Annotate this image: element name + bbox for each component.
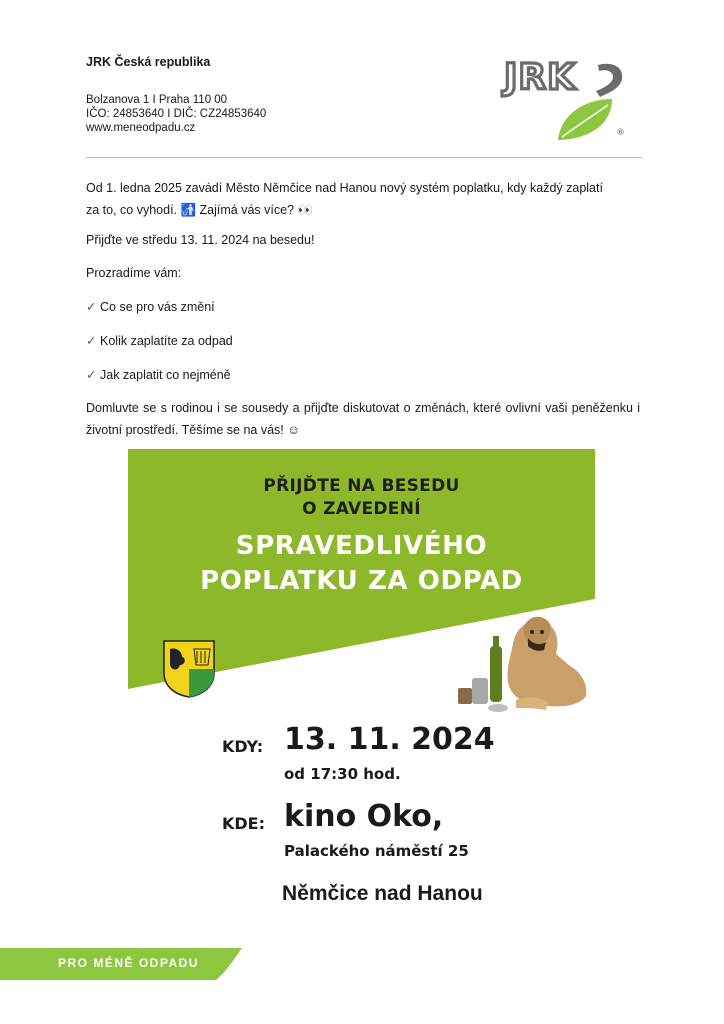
- banner-headline: POPLATKU ZA ODPAD: [200, 566, 523, 596]
- dog-with-waste-illustration: [458, 604, 595, 727]
- bullet-item: [86, 364, 640, 386]
- banner-line: O ZAVEDENÍ: [302, 499, 421, 519]
- logo-text: JRK: [504, 57, 577, 98]
- event-date: 13. 11. 2024: [284, 722, 495, 757]
- bullet-item: [86, 330, 640, 352]
- event-street: Palackého náměstí 25: [284, 842, 469, 860]
- footer-slogan: PRO MÉNĚ ODPADU: [58, 956, 199, 970]
- bullet-item: [86, 296, 640, 318]
- registration-line: IČO: 24853640 I DIČ: CZ24853640: [86, 108, 267, 120]
- event-venue: kino Oko,: [284, 799, 444, 834]
- check-icon: ✓: [86, 300, 97, 314]
- when-label: KDY:: [222, 737, 264, 756]
- event-banner: [128, 449, 595, 727]
- closing-paragraph: Domluvte se s rodinou i se sousedy a přijďte diskutovat o změnách, které ovlivní vaši peněženku i životní prostředí. Těšíme se na vás! ☺: [86, 401, 640, 437]
- jrk-logo: [500, 55, 635, 145]
- coat-of-arms-icon: [162, 639, 216, 699]
- website-line: www.meneodpadu.cz: [86, 122, 196, 134]
- bullet-label: Kolik zaplatíte za odpad: [100, 334, 233, 348]
- intro-line: za to, co vyhodí. 🚮 Zajímá vás více? 👀: [86, 203, 314, 217]
- intro-line: Od 1. ledna 2025 zavádí Město Němčice nad Hanou nový systém poplatku, kdy každý zaplatí: [86, 181, 603, 195]
- check-icon: ✓: [86, 334, 97, 348]
- event-time: od 17:30 hod.: [284, 765, 401, 783]
- intro-paragraph: [86, 177, 640, 221]
- registered-mark: ®: [616, 128, 625, 138]
- reveal-text: Prozradíme vám:: [86, 266, 182, 280]
- invite-text: Přijďte ve středu 13. 11. 2024 na besedu!: [86, 233, 315, 247]
- banner-line: PŘIJĎTE NA BESEDU: [263, 476, 460, 496]
- check-icon: ✓: [86, 368, 97, 382]
- event-town: Němčice nad Hanou: [282, 882, 483, 905]
- banner-headline: SPRAVEDLIVÉHO: [235, 531, 488, 561]
- where-label: KDE:: [222, 814, 266, 833]
- bullet-label: Jak zaplatit co nejméně: [100, 368, 231, 382]
- company-name: JRK Česká republika: [86, 55, 211, 69]
- bullet-label: Co se pro vás změní: [100, 300, 215, 314]
- address-line: Bolzanova 1 I Praha 110 00: [86, 94, 228, 106]
- header-divider: [86, 157, 642, 158]
- company-address: [86, 93, 266, 135]
